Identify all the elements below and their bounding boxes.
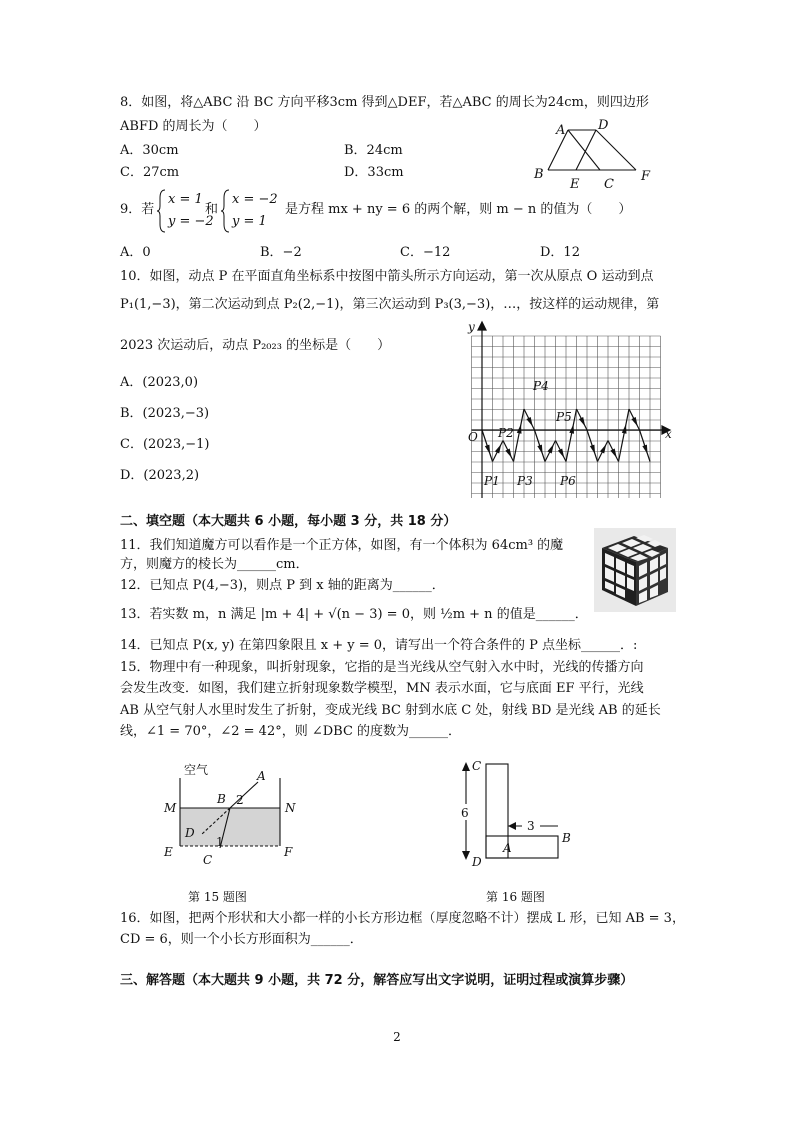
q16-line1: 16．如图，把两个形状和大小都一样的小长方形边框（厚度忽略不计）摆成 L 形，已知 AB = 3， [120,911,685,926]
q9-option-c: C．−12 [400,245,451,260]
q15-label-c: C [203,853,213,867]
q9-option-b: B．−2 [260,245,302,260]
rubiks-cube-image [594,528,676,612]
path-arrowhead [526,417,532,426]
q15-refraction-figure [160,760,310,870]
q8-option-c: C．27cm [120,165,180,180]
q10-line1: 10．如图，动点 P 在平面直角坐标系中按图中箭头所示方向运动，第一次从原点 O 运动到点 [120,269,654,284]
q8-label-e: E [570,177,580,190]
q8-label-c: C [604,177,614,190]
q10-label-p4: P4 [533,379,549,393]
q8-option-b: B．24cm [344,143,403,158]
section-2-title: 二、填空题（本大题共 6 小题，每小题 3 分，共 18 分） [120,514,457,529]
q16-label-d: D [472,855,482,868]
q8-label-d: D [598,118,609,133]
q10-label-p1: P1 [484,474,500,488]
q14: 14．已知点 P(x, y) 在第四象限且 x + y = 0，请写出一个符合条件的 P 点坐标______．: [120,638,638,653]
q8-line2: ABFD 的周长为（ ） [120,119,267,134]
q16-label-a: A [503,841,512,855]
q9-brace-1 [157,188,167,234]
q10-option-b: B．(2023,−3) [120,406,210,421]
q10-y-axis-label: y [468,320,475,334]
q11-line1: 11．我们知道魔方可以看作是一个正方体，如图，有一个体积为 64cm³ 的魔 [120,538,564,553]
q10-label-p3: P3 [517,474,533,488]
path-arrowhead [495,444,501,453]
path-arrowhead [569,424,574,434]
q15-label-d: D [185,826,195,840]
q10-option-c: C．(2023,−1) [120,437,210,452]
path-arrowhead [547,444,553,453]
q15-caption: 第 15 题图 [188,890,247,904]
path-arrowhead [600,444,606,453]
q10-line3: 2023 次运动后，动点 P₂₀₂₃ 的坐标是（ ） [120,338,391,353]
q12: 12．已知点 P(4,−3)，则点 P 到 x 轴的距离为______． [120,578,445,593]
q16-l-shape-figure [456,756,586,868]
q15-label-m: M [164,801,177,815]
section-3-title: 三、解答题（本大题共 9 小题，共 72 分，解答应写出文字说明，证明过程或演算步骤） [120,973,634,988]
page-number: 2 [393,1030,401,1044]
q10-label-p6: P6 [560,474,576,488]
q15-label-f: F [284,845,293,859]
path-arrowhead [558,449,564,458]
q10-coordinate-figure [460,320,675,500]
q8-line1: 8．如图，将△ABC 沿 BC 方向平移3cm 得到△DEF，若△ABC 的周长为24cm，则四边形 [120,95,649,110]
q8-option-d: D．33cm [344,165,404,180]
y-axis-arrow [478,322,486,330]
path-arrowhead [590,445,595,455]
q15-label-a: A [257,769,266,783]
q15-line2: 会发生改变．如图，我们建立折射现象数学模型，MN 表示水面，它与底面 EF 平行，光线 [120,681,644,696]
q16-length-6: 6 [461,806,469,820]
q15-label-n: N [285,801,296,815]
path-arrowhead [631,417,637,426]
q9-prefix: 9．若 [120,202,155,217]
q10-option-d: D．(2023,2) [120,468,200,483]
q8-label-f: F [641,169,651,184]
q10-label-p2: P2 [498,426,514,440]
path-arrowhead [642,445,647,455]
path-arrowhead [537,445,542,455]
q9-sys2-eq2: y = 1 [232,214,267,229]
path-segment [514,409,525,462]
q9-brace-2 [221,188,231,234]
path-arrowhead [610,449,616,458]
q9-joiner: 和 [205,202,219,217]
q8-option-a: A．30cm [120,143,179,158]
path-arrowhead [579,417,585,426]
q10-line2: P₁(1,−3)，第二次运动到点 P₂(2,−1)，第三次运动到 P₃(3,−3)，…，按这样的运动规律，第 [120,297,660,312]
q15-angle-1: 1 [216,835,224,849]
q10-origin-label: O [468,430,478,444]
q13: 13．若实数 m，n 满足 |m + 4| + √(n − 3) = 0，则 ½m + n 的值是______． [120,607,588,622]
q8-label-a: A [556,123,566,138]
q10-label-p5: P5 [556,410,572,424]
q9-sys1-eq1: x = 1 [168,192,203,207]
q15-angle-2: 2 [236,793,244,807]
q8-label-b: B [534,167,544,182]
q16-line2: CD = 6，则一个小长方形面积为______． [120,932,363,947]
path-arrowhead [505,449,511,458]
q15-line3: AB 从空气射人水里时发生了折射，变成光线 BC 射到水底 C 处，射线 BD 是光线 AB 的延长 [120,703,661,718]
path-arrowhead [485,445,490,455]
path-segment [619,409,630,462]
q9-text: 是方程 mx + ny = 6 的两个解，则 m − n 的值为（ ） [285,202,632,217]
q10-x-axis-label: x [665,427,672,441]
q15-label-e: E [164,845,173,859]
q16-label-c: C [472,759,482,773]
q16-caption: 第 16 题图 [486,890,545,904]
q8-figure [528,118,658,190]
q15-air-label: 空气 [184,763,209,777]
q16-label-b: B [562,831,571,845]
q15-line4: 线，∠1 = 70°，∠2 = 42°，则 ∠DBC 的度数为______． [120,724,462,739]
q9-option-d: D．12 [540,245,580,260]
path-arrowhead [622,424,627,434]
q16-length-3: 3 [527,819,535,833]
q9-sys2-eq1: x = −2 [232,192,278,207]
q15-line1: 15．物理中有一种现象，叫折射现象，它指的是当光线从空气射入水中时，光线的传播方向 [120,660,644,675]
q10-option-a: A．(2023,0) [120,375,199,390]
q15-label-b: B [217,792,226,806]
q9-sys1-eq2: y = −2 [168,214,214,229]
q9-option-a: A．0 [120,245,151,260]
q11-line2: 方，则魔方的棱长为______cm． [120,557,309,572]
path-arrowhead [517,424,522,434]
